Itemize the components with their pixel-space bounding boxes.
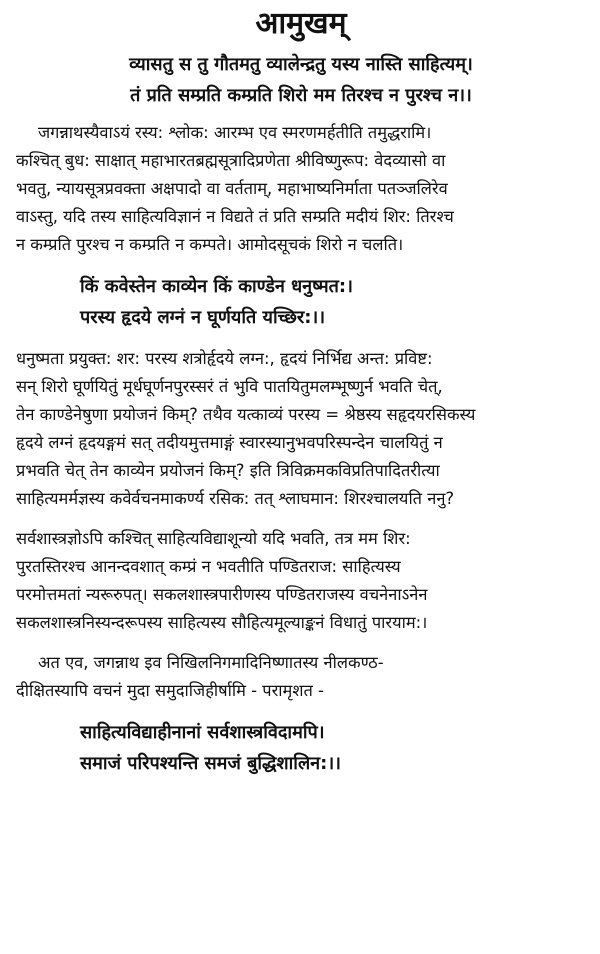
- verse-block-3: [16, 717, 586, 779]
- text-line: हृदये लग्नं हृदयङ्गमं सत् तदीयमुत्तमाङ्गं स्वारस्यानुभवपरिस्पन्देन चालयितुं न: [16, 433, 443, 452]
- text-line: जगन्नाथस्यैवाऽयं रस्य: श्लोक: आरम्भ एव स्मरणमर्हतीति तमुद्धरामि।: [38, 123, 432, 142]
- text-line: धनुष्मता प्रयुक्त: शर: परस्य शत्रोर्हृदये लग्न:, हृदयं निर्भिद्य अन्त: प्रविष्ट:: [16, 349, 433, 368]
- text-line: न कम्प्रति पुरश्च न कम्प्रति न कम्पते। आमोदसूचकं शिरो न चलति।: [16, 235, 404, 254]
- text-line: अत एव, जगन्नाथ इव निखिलनिगमादिनिष्णातस्य नीलकण्ठ-: [38, 653, 384, 672]
- verse-block-1: [16, 49, 586, 111]
- paragraph-3: [16, 525, 586, 637]
- text-line: कश्चित् बुध: साक्षात् महाभारतब्रह्मसूत्रादिप्रणेता श्रीविष्णुरूप: वेदव्यासो वा: [16, 151, 446, 170]
- verse-line: व्यासतु स तु गौतमतु व्यालेन्द्रतु यस्य नास्ति साहित्यम्।: [129, 54, 473, 75]
- verse-line: समाजं परिपश्यन्ति समजं बुद्धिशालिन:।।: [80, 753, 341, 774]
- text-line: वाऽस्तु, यदि तस्य साहित्यविज्ञानं न विद्यते तं प्रति सम्प्रति मदीयं शिर: तिरश्च: [16, 207, 454, 226]
- text-line: दीक्षितस्यापि वचनं मुदा समुदाजिहीर्षामि - परामृशत -: [16, 681, 324, 700]
- text-line: परमोत्तमतां न्यरूरुपत्। सकलशास्त्रपारीणस्य पण्डितराजस्य वचनेनाऽनेन: [16, 585, 428, 604]
- text-line: सन् शिरो घूर्णयितुं मूर्धघूर्णनपुरस्सरं तं भुवि पातयितुमलम्भूष्णुर्न भवति चेत्,: [16, 377, 443, 396]
- verse-block-2: [16, 271, 586, 333]
- verse-line: परस्य हृदये लग्नं न घूर्णयति यच्छिर:।।: [80, 307, 326, 328]
- text-line: पुरतस्तिरश्च आनन्दवशात् कम्प्रं न भवतीति पण्डितराज: साहित्यस्य: [16, 557, 401, 576]
- verse-line: तं प्रति सम्प्रति कम्प्रति शिरो मम तिरश्च न पुरश्च न।।: [130, 85, 472, 106]
- text-line: सकलशास्त्रनिस्यन्दरूपस्य साहित्यस्य सौहित्यमूल्याङ्कनं विधातुं पारयाम:।: [16, 613, 428, 632]
- page-title: आमुखम्: [255, 6, 347, 41]
- text-line: सर्वशास्त्रज्ञोऽपि कश्चित् साहित्यविद्याशून्यो यदि भवति, तत्र मम शिर:: [16, 529, 411, 548]
- verse-line: किं कवेस्तेन काव्येन किं काण्डेन धनुष्मत:।: [80, 276, 353, 297]
- text-line: तेन काण्डेनेषुणा प्रयोजनं किम्? तथैव यत्काव्यं परस्य = श्रेष्ठस्य सहृदयरसिकस्य: [16, 405, 476, 424]
- paragraph-4: [16, 649, 586, 705]
- paragraph-2: [16, 345, 586, 513]
- paragraph-1: [16, 119, 586, 259]
- verse-line: साहित्यविद्याहीनानां सर्वशास्त्रविदामपि।: [80, 722, 325, 743]
- text-line: प्रभवति चेत् तेन काव्येन प्रयोजनं किम्? इति त्रिविक्रमकविप्रतिपादितरीत्या: [16, 461, 440, 480]
- text-line: साहित्यमर्मज्ञस्य कवेर्वचनमाकर्ण्य रसिक: तत् श्लाघमान: शिरश्चालयति ननु?: [16, 489, 455, 508]
- text-line: भवतु, न्यायसूत्रप्रवक्ता अक्षपादो वा वर्तताम्, महाभाष्यनिर्माता पतञ्जलिरेव: [16, 179, 448, 198]
